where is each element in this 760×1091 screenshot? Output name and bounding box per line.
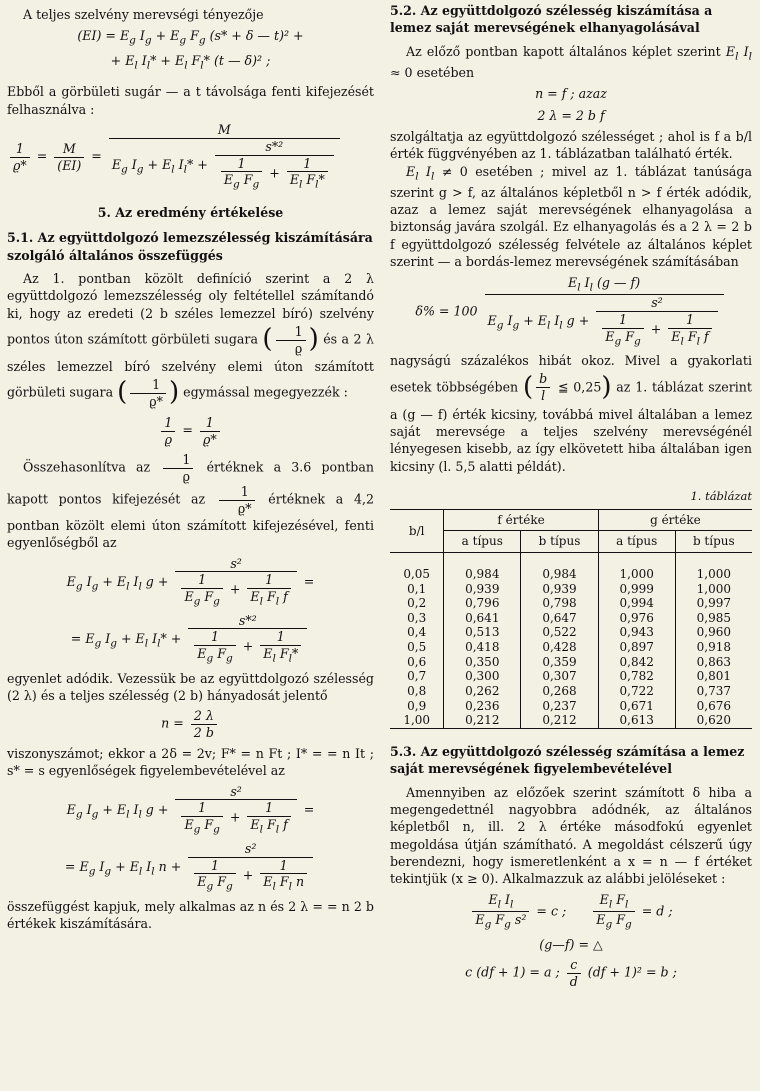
table-cell: 0,984 (444, 552, 521, 581)
table-cell: 0,307 (521, 669, 599, 684)
table-cell: 0,999 (598, 582, 675, 597)
paragraph: Az előző pontban kapott általános képlet szerint $E_l$ $I_l \approx 0$ esetében (390, 43, 752, 80)
equation-general-4: = $E_g$ $I_g + E_l$ $I_l$ n + s² $\frac{1}{E_g F_g}$ + $\frac{1}{E_l F_l n}$ (7, 841, 374, 894)
table-cell: 0,6 (407, 654, 427, 669)
table-cell: 0,842 (598, 655, 675, 670)
table-cell: 0,7 (407, 669, 427, 684)
table-row (390, 669, 752, 684)
table-cell: 0,613 (598, 713, 675, 728)
table-row (390, 582, 752, 597)
table-subheader: a típus (444, 531, 521, 553)
table-subheader: b típus (675, 531, 752, 553)
table-cell: 0,359 (521, 655, 599, 670)
table-row (390, 699, 752, 714)
section-heading-5-2: 5.2. Az együttdolgozó szélesség kiszámítása a lemez saját merevségének elhanyagolásával (390, 3, 713, 36)
table-caption: 1. táblázat (690, 489, 752, 503)
table-cell: 1,00 (403, 713, 431, 728)
table-cell: 0,1 (407, 581, 427, 596)
table-cell: 1,000 (598, 552, 675, 581)
table-row (390, 611, 752, 626)
equation-a-b: c (df + 1) = a ; $\frac{c}{d}$ (df + 1)² = b ; (465, 957, 677, 990)
paragraph: Összehasonlítva az $\frac{1}{ϱ}$ értéknek a 3.6 pontban kapott pontos kifejezését az $\frac{1}{ϱ*}$ értéknek a 4,2 pontban közölt elemi úton számított kifejezésével, fenti egyenlőségből az (7, 451, 374, 551)
table-cell: 0,737 (675, 684, 752, 699)
equation-EI-line2: + $E_l$ $I_l* + E_l$ $F_l*$ (t — δ)² ; (110, 53, 271, 72)
table-cell: 0,9 (407, 698, 427, 713)
table-row (390, 655, 752, 670)
table-cell: 0,722 (598, 684, 675, 699)
paragraph: nagyságú százalékos hibát okoz. Mivel a gyakorlati esetek többségében ( $\frac{b}{l}$ ≦ 0,25) az 1. táblázat szerint a (g — f) érték kicsiny, továbbá mivel általában a lemez saját merevsége a teljes szelvény merevségénél lényegesen kisebb, az így elkövetett hiba általában igen kicsiny (l. 5,5 alatti példát). (390, 353, 752, 474)
section-heading-5: 5. Az eredmény értékelése (97, 204, 284, 220)
equation-EI-line1: $(EI) = E_g$ $I_g + E_g$ $F_g$ (s* + δ — t)² + (77, 28, 304, 47)
table-cell: 0,268 (521, 684, 599, 699)
table-header-g: g értéke (598, 509, 752, 531)
table-cell: 0,671 (598, 699, 675, 714)
table-cell: 1,000 (675, 552, 752, 581)
section-heading-5-3: 5.3. Az együttdolgozó szélesség számítása a lemez saját merevségének figyelembevételével (390, 743, 745, 777)
table-cell: 0,418 (444, 640, 521, 655)
table-cell: 0,994 (598, 596, 675, 611)
paragraph: Amennyiben az előzőek szerint számított δ hiba a megengedettnél nagyobbra adódnék, az általános képletből n, ill. 2 λ értéke másodfokú egyenlet megoldása útján számítható. A megoldást célszerű úgy berendezni, hogy ismeretlenként a x = n — f értéket tekintjük (x ≥ 0). Alkalmazzuk az alábbi jelöléseket : (390, 784, 752, 887)
table-cell: 0,237 (521, 699, 599, 714)
equation-n: n = $\frac{2 \lambda}{2 b}$ (7, 708, 374, 740)
table-row (390, 552, 752, 581)
equation-delta: δ% = 100 $E_l$ $I_l$ (g — f) $E_g$ $I_g + E_l$ $I_l$ g + s² $\frac{1}{E_g F_g}$ + $\frac{1}{E_l F_l f}$ (390, 275, 752, 349)
table-cell: 0,236 (444, 699, 521, 714)
equation-general-3: $E_g$ $I_g + E_l$ $I_l$ g + s² $\frac{1}{E_g F_g}$ + $\frac{1}{E_l F_l f}$ = (66, 783, 315, 836)
paragraph: $E_l$ $I_l \ne 0$ esetében ; mivel az 1. táblázat tanúsága szerint g > f, az általános képletből n > f érték adódik, azaz a lemez saját merevségének elhanyagolása a biztonság javára szolgál. Ez elhanyagolás és a 2 λ = 2 b f együttdolgozó szélesség felvétele az általános képlet szerint — a bordás-lemez merevségének számításában (390, 163, 753, 270)
table-cell: 0,796 (444, 596, 521, 611)
table-cell: 0,641 (444, 611, 521, 626)
table-cell: 0,212 (444, 713, 521, 728)
table-cell: 0,8 (407, 683, 427, 698)
paragraph: viszonyszámot; ekkor a 2δ = 2v; F* = n Ft ; I* = = n It ; s* = s egyenlőségek figyelembevételével az (7, 745, 374, 779)
equation-curvature: $\frac{1}{ϱ*}$ = $\frac{M}{(EI)}$ = M $E_g$ $I_g + E_l$ $I_l*$ + s*² $\frac{1}{E_g F_g}$ + $\frac{1}{E_l F_l*}$ (7, 122, 374, 192)
table-cell: 0,782 (598, 669, 675, 684)
table-cell: 0,3 (407, 610, 427, 625)
table-cell: 0,676 (675, 699, 752, 714)
equation-2l: 2 λ = 2 b f (537, 107, 605, 123)
table-cell: 0,300 (444, 669, 521, 684)
table-row (390, 625, 752, 640)
table-cell: 0,798 (521, 596, 599, 611)
table-cell: 0,984 (521, 552, 599, 581)
table-subheader: a típus (598, 531, 675, 553)
table-subheader: b típus (521, 531, 599, 553)
table-cell: 0,960 (675, 625, 752, 640)
table-cell: 0,943 (598, 625, 675, 640)
equation-triangle: (g—f) = △ (539, 937, 603, 953)
left-column (7, 0, 374, 1091)
table-cell: 0,620 (675, 713, 752, 728)
equation-c-d: $\frac{E_l I_l}{E_g F_g s^2}$ = c ; $\frac{E_l F_l}{E_g F_g}$ = d ; (390, 892, 752, 932)
table-cell: 0,2 (407, 596, 427, 611)
values-table (390, 509, 752, 729)
table-cell: 0,05 (403, 566, 431, 581)
table-cell: 0,918 (675, 640, 752, 655)
table-cell: 0,997 (675, 596, 752, 611)
table-cell: 0,801 (675, 669, 752, 684)
equation-general-2: = $E_g$ $I_g + E_l$ $I_l*$ + s*² $\frac{1}{E_g F_g}$ + $\frac{1}{E_l F_l*}$ (7, 613, 374, 666)
table-row (390, 596, 752, 611)
paragraph: Az 1. pontban közölt definíció szerint a 2 λ együttdolgozó lemezszélesség oly feltétellel számítandó ki, hogy az eredeti (2 b széles lemezzel bíró) szelvény pontos úton számított görbületi sugara ( $\frac{1}{ϱ}$ ) és a 2 λ széles lemezzel bíró szelvény elemi úton számított görbületi sugara ( $\frac{1}{ϱ*}$ ) egymással megegyezzék : (7, 271, 374, 409)
table-cell: 0,939 (444, 582, 521, 597)
table-cell: 0,350 (444, 655, 521, 670)
equation-equal-curvature: $\frac{1}{ϱ}$ = $\frac{1}{ϱ*}$ (7, 415, 374, 447)
table-cell: 0,522 (521, 625, 599, 640)
table-cell: 0,897 (598, 640, 675, 655)
table-header-bl: b/l (390, 509, 444, 552)
paragraph: összefüggést kapjuk, mely alkalmas az n és 2 λ = = n 2 b értékek kiszámítására. (7, 898, 374, 932)
equation-general-1: $E_g$ $I_g + E_l$ $I_l$ g + s² $\frac{1}{E_g F_g}$ + $\frac{1}{E_l F_l f}$ = (66, 555, 315, 608)
table-row (390, 713, 752, 728)
table-cell: 0,647 (521, 611, 599, 626)
table-cell: 0,939 (521, 582, 599, 597)
section-heading-5-1: 5.1. Az együttdolgozó lemezszélesség kiszámítására szolgáló általános összefüggés (7, 230, 373, 263)
table-cell: 0,212 (521, 713, 599, 728)
table-cell: 0,976 (598, 611, 675, 626)
table-row (390, 684, 752, 699)
table-cell: 1,000 (675, 582, 752, 597)
table-cell: 0,5 (407, 640, 427, 655)
table-header-f: f értéke (444, 509, 598, 531)
right-column (390, 0, 752, 1091)
equation-n-f: n = f ; azaz (535, 86, 607, 102)
table-cell: 0,985 (675, 611, 752, 626)
paragraph: egyenlet adódik. Vezessük be az együttdolgozó szélesség (2 λ) és a teljes szélesség (2 b) hányadosát jelentő (7, 670, 374, 704)
table-cell: 0,4 (407, 625, 427, 640)
table-cell: 0,863 (675, 655, 752, 670)
paragraph: szolgáltatja az együttdolgozó szélességet ; ahol is f a b/l érték függvényében az 1. táblázatban található érték. (390, 128, 752, 162)
paragraph: Ebből a görbületi sugár — a t távolsága fenti kifejezését felhasználva : (7, 84, 374, 117)
paragraph: A teljes szelvény merevségi tényezője (23, 7, 264, 22)
table-cell: 0,513 (444, 625, 521, 640)
table-cell: 0,262 (444, 684, 521, 699)
table-row (390, 640, 752, 655)
table-cell: 0,428 (521, 640, 599, 655)
